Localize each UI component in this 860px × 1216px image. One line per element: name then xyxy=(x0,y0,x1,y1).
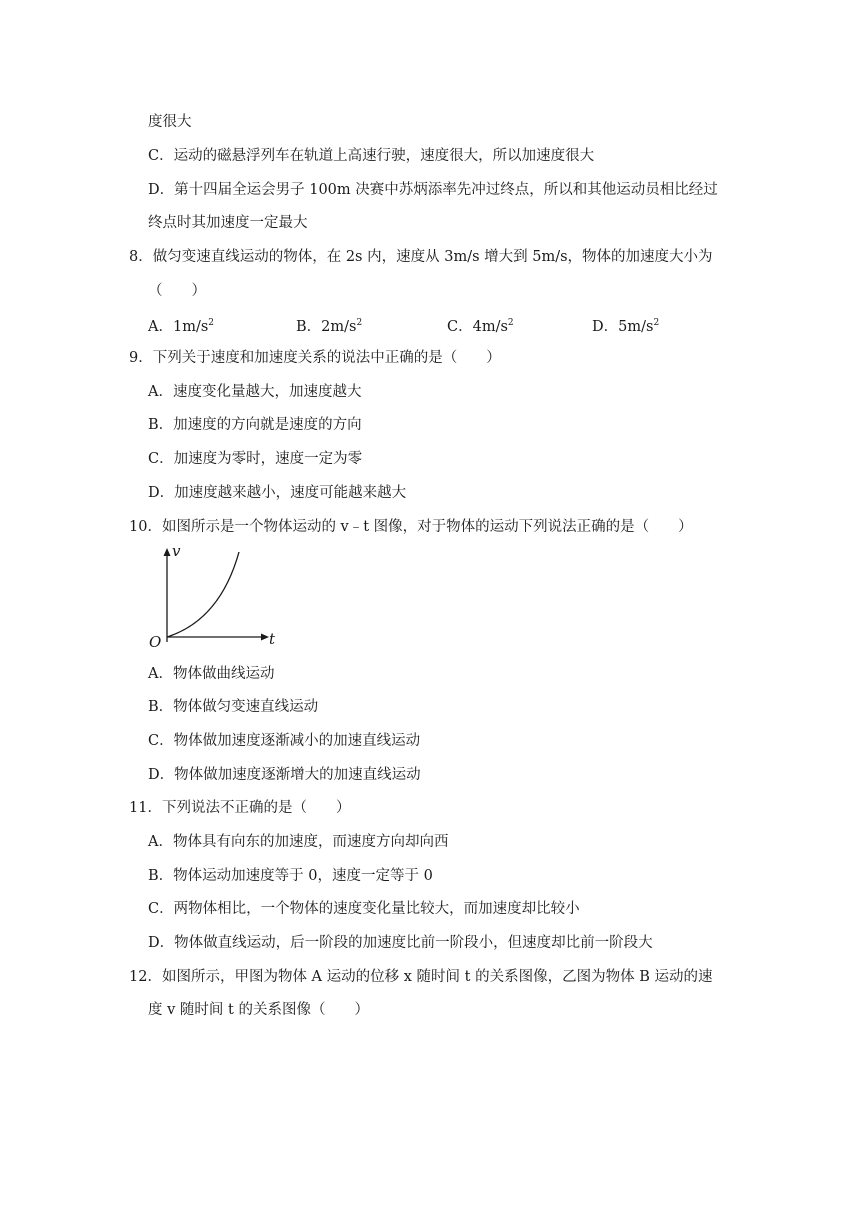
option-c: C．物体做加速度逐渐减小的加速直线运动 xyxy=(148,733,421,749)
option-b: B．$2m/s^2$ xyxy=(296,318,363,335)
y-axis-arrow xyxy=(164,548,171,556)
option-a: A．速度变化量越大，加速度越大 xyxy=(148,384,362,400)
question-11: 11．下列说法不正确的是（ ） xyxy=(129,800,351,816)
option-d: D．$5m/s^2$ xyxy=(592,318,660,335)
question-12: 12．如图所示，甲图为物体 A 运动的位移 x 随时间 t 的关系图像，乙图为物体 B 运动的速 xyxy=(129,969,713,985)
origin-label: O xyxy=(149,633,162,651)
option-b: B．物体运动加速度等于 0，速度一定等于 0 xyxy=(148,868,433,884)
question-8-options xyxy=(148,313,748,335)
x-axis-arrow xyxy=(261,634,269,641)
question-8: 8．做匀变速直线运动的物体，在 2s 内，速度从 3m/s 增大到 5m/s，物体的加速度大小为 xyxy=(129,249,713,265)
option-a: A．物体做曲线运动 xyxy=(148,666,275,682)
text-line: 度 v 随时间 t 的关系图像（ ） xyxy=(148,1002,369,1018)
velocity-curve xyxy=(167,552,239,637)
x-axis-label: t xyxy=(269,630,276,648)
option-d: D．第十四届全运会男子 100m 决赛中苏炳添率先冲过终点，所以和其他运动员相比经过 xyxy=(148,182,718,198)
option-c: C．$4m/s^2$ xyxy=(447,318,514,335)
option-c: C．加速度为零时，速度一定为零 xyxy=(148,451,363,467)
answer-blank: （ ） xyxy=(148,283,206,299)
question-10: 10．如图所示是一个物体运动的 v﹣t 图像，对于物体的运动下列说法正确的是（ ） xyxy=(129,519,693,535)
question-9: 9．下列关于速度和加速度关系的说法中正确的是（ ） xyxy=(129,350,501,366)
y-axis-label: v xyxy=(172,542,181,560)
option-d: D．加速度越来越小，速度可能越来越大 xyxy=(148,485,407,501)
option-b: B．物体做匀变速直线运动 xyxy=(148,699,319,715)
option-d: D．物体做直线运动，后一阶段的加速度比前一阶段小，但速度却比前一阶段大 xyxy=(148,935,653,951)
option-c: C．两物体相比，一个物体的速度变化量比较大，而加速度却比较小 xyxy=(148,901,580,917)
option-a: A．$1m/s^2$ xyxy=(148,318,215,335)
option-d: D．物体做加速度逐渐增大的加速直线运动 xyxy=(148,767,421,783)
v-t-graph xyxy=(140,540,290,655)
option-a: A．物体具有向东的加速度，而速度方向却向西 xyxy=(148,834,449,850)
option-c: C．运动的磁悬浮列车在轨道上高速行驶，速度很大，所以加速度很大 xyxy=(148,148,595,164)
text-line: 度很大 xyxy=(148,114,192,130)
text-line: 终点时其加速度一定最大 xyxy=(148,215,308,231)
option-b: B．加速度的方向就是速度的方向 xyxy=(148,417,362,433)
